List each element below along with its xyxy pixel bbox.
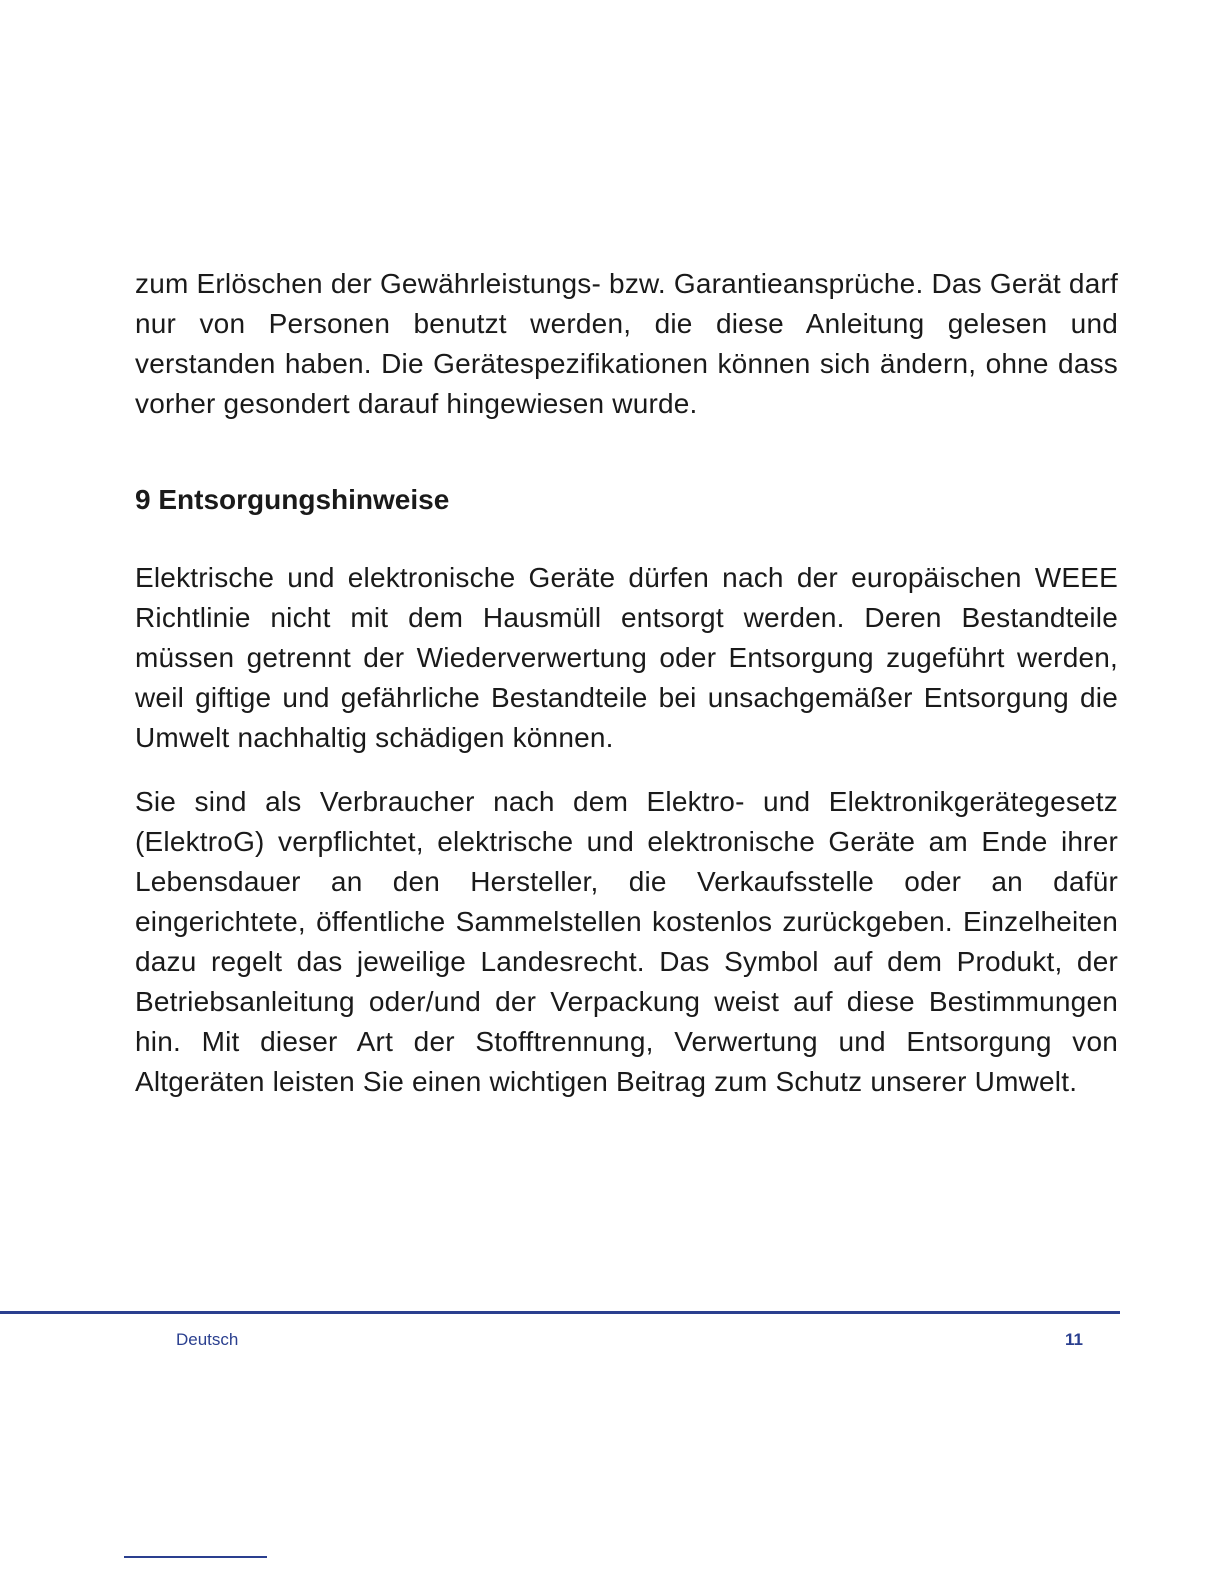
disposal-paragraph-elektrog: Sie sind als Verbraucher nach dem Elektro- und Elektronikgerätegesetz (ElektroG) verpflichtet, elektrische und elektronische Geräte am Ende ihrer Lebensdauer an den Hersteller, die Verkaufsstelle oder an dafür eingerichtete, öffentliche Sammelstellen kostenlos zurückgeben. Einzelheiten dazu regelt das jeweilige Landesrecht. Das Symbol auf dem Produkt, der Betriebsanleitung oder/und der Verpackung weist auf diese Bestimmungen hin. Mit dieser Art der Stofftrennung, Verwertung und Entsorgung von Altgeräten leisten Sie einen wichtigen Beitrag zum Schutz unserer Umwelt. <box>135 786 1118 1097</box>
page-number: 11 <box>1065 1330 1083 1349</box>
intro-paragraph: zum Erlöschen der Gewährleistungs- bzw. Garantieansprüche. Das Gerät darf nur von Personen benutzt werden, die diese Anleitung gelesen und verstanden haben. Die Gerätespezifikationen können sich ändern, ohne dass vorher gesondert darauf hingewiesen wurde. <box>135 268 1118 419</box>
bottom-rule-stub <box>124 1556 267 1558</box>
disposal-paragraph-weee: Elektrische und elektronische Geräte dürfen nach der europäischen WEEE Richtlinie nicht mit dem Hausmüll entsorgt werden. Deren Bestandteile müssen getrennt der Wiederverwertung oder Entsorgung zugeführt werden, weil giftige und gefährliche Bestandteile bei unsachgemäßer Entsorgung die Umwelt nachhaltig schädigen können. <box>135 562 1118 753</box>
section-heading: 9 Entsorgungshinweise <box>135 484 450 515</box>
page-body <box>135 264 1118 1102</box>
footer-divider <box>0 1311 1120 1314</box>
footer-language: Deutsch <box>176 1330 239 1349</box>
